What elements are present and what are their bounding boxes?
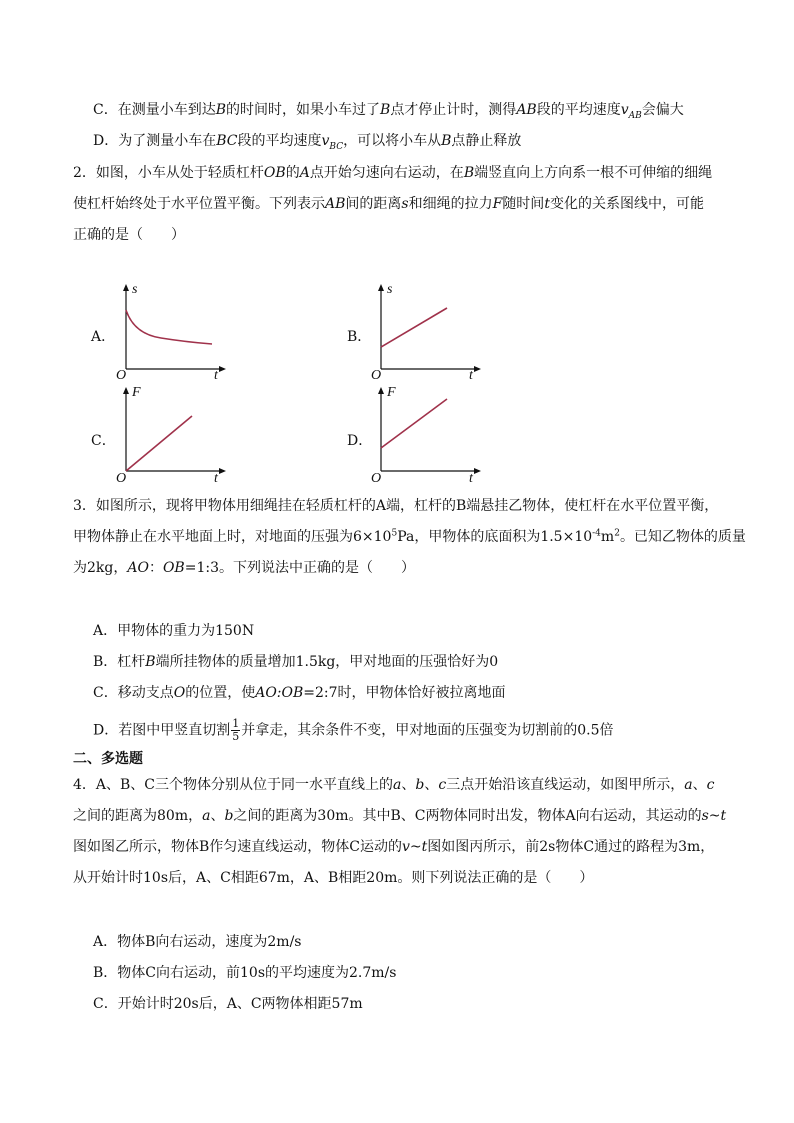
q3-option-c: C．移动支点O的位置，使AO:OB=2:7时，甲物体恰好被拉离地面 bbox=[93, 685, 506, 701]
y-axis-arrow-icon bbox=[378, 284, 384, 291]
graph-a-origin: O bbox=[116, 368, 127, 383]
graph-d-origin: O bbox=[371, 471, 382, 486]
graph-a-xlabel: t bbox=[214, 368, 218, 383]
q4-stem-line3: 图如图乙所示，物体B作匀速直线运动，物体C运动的v~t图如图丙所示，前2s物体C通过的路程为3m， bbox=[73, 839, 715, 855]
graph-b-origin: O bbox=[371, 368, 382, 383]
q4-stem-line4: 从开始计时10s后，A、C相距67m，A、B相距20m。则下列说法正确的是（ ） bbox=[73, 870, 594, 886]
graph-d-svg bbox=[371, 387, 481, 487]
q3-option-a: A．甲物体的重力为150N bbox=[93, 623, 255, 639]
graph-b-xlabel: t bbox=[469, 368, 473, 383]
graph-c-svg bbox=[116, 387, 226, 487]
graph-d-xlabel: t bbox=[469, 471, 473, 486]
graph-c-xlabel: t bbox=[214, 471, 218, 486]
graph-c-ylabel: F bbox=[132, 385, 141, 400]
q4-stem-line1: 4．A、B、C三个物体分别从位于同一水平直线上的a、b、c三点开始沿该直线运动，如图甲所示，a、c bbox=[73, 777, 715, 793]
q3-stem-line2: 甲物体静止在水平地面上时，对地面的压强为$6\times 10^5Pa$，甲物体的底面积为$1.5\times 10^{-4}m^2$。已知乙物体的质量 bbox=[73, 528, 746, 545]
q4-option-b: B．物体C向右运动，前10s的平均速度为2.7m/s bbox=[93, 965, 397, 981]
q3-stem-line3: 为2kg，AO：OB=1:3。下列说法中正确的是（ ） bbox=[73, 560, 415, 576]
q4-option-a: A．物体B向右运动，速度为2m/s bbox=[93, 934, 302, 950]
q4-stem-line2: 之间的距离为80m，a、b之间的距离为30m。其中B、C两物体同时出发，物体A向右运动，其运动的s~t bbox=[73, 808, 727, 824]
graph-a-ylabel: s bbox=[132, 282, 138, 297]
graph-d bbox=[371, 387, 511, 487]
graph-b bbox=[371, 284, 511, 384]
section-heading-multiple-choice: 二、多选题 bbox=[73, 751, 143, 767]
graph-c bbox=[116, 387, 256, 487]
q2-stem-line1: 2．如图，小车从处于轻质杠杆OB的A点开始匀速向右运动，在B端竖直向上方向系一根不可伸缩的细绳 bbox=[73, 165, 713, 181]
graph-b-svg bbox=[371, 284, 481, 384]
graph-a-svg bbox=[116, 284, 226, 384]
graph-d-label: D． bbox=[347, 433, 373, 449]
q2-stem-line2: 使杠杆始终处于水平位置平衡。下列表示AB间的距离s和细绳的拉力F随时间t变化的关系图线中，可能 bbox=[73, 196, 704, 212]
graph-b-label: B． bbox=[347, 329, 372, 345]
graph-c-line bbox=[126, 416, 192, 471]
q2-stem-line3: 正确的是（ ） bbox=[73, 227, 185, 243]
y-axis-arrow-icon bbox=[123, 387, 129, 394]
graph-a bbox=[116, 284, 256, 384]
q3-stem-line1: 3．如图所示，现将甲物体用细绳挂在轻质杠杆的A端，杠杆的B端悬挂乙物体，使杠杆在水平位置平衡， bbox=[73, 498, 719, 514]
graph-a-label: A． bbox=[91, 329, 116, 345]
x-axis-arrow-icon bbox=[219, 468, 226, 474]
graph-a-curve bbox=[126, 310, 212, 344]
q3-option-d: D．若图中甲竖直切割 $\frac{1}{5}$ 并拿走，其余条件不变，甲对地面的压强变为切割前的0.5倍 bbox=[93, 717, 614, 743]
y-axis-arrow-icon bbox=[378, 387, 384, 394]
x-axis-arrow-icon bbox=[474, 468, 481, 474]
q1-option-c: C．在测量小车到达B的时间时，如果小车过了B点才停止计时，测得AB段的平均速度$v_{AB}$会偏大 bbox=[93, 102, 684, 121]
graph-c-label: C． bbox=[91, 433, 116, 449]
graph-b-line bbox=[381, 308, 447, 347]
fraction-one-fifth: $\frac{1}{5}$ bbox=[232, 717, 240, 743]
graph-d-ylabel: F bbox=[387, 385, 396, 400]
x-axis-arrow-icon bbox=[474, 366, 481, 372]
graph-c-origin: O bbox=[116, 471, 127, 486]
graph-b-ylabel: s bbox=[387, 282, 393, 297]
q4-option-c: C．开始计时20s后，A、C两物体相距57m bbox=[93, 996, 363, 1012]
x-axis-arrow-icon bbox=[219, 366, 226, 372]
q3-option-b: B．杠杆B端所挂物体的质量增加1.5kg，甲对地面的压强恰好为0 bbox=[93, 654, 499, 670]
q1-option-d: D．为了测量小车在BC段的平均速度$v_{BC}$，可以将小车从B点静止释放 bbox=[93, 133, 522, 152]
graph-d-line bbox=[381, 399, 447, 448]
y-axis-arrow-icon bbox=[123, 284, 129, 291]
